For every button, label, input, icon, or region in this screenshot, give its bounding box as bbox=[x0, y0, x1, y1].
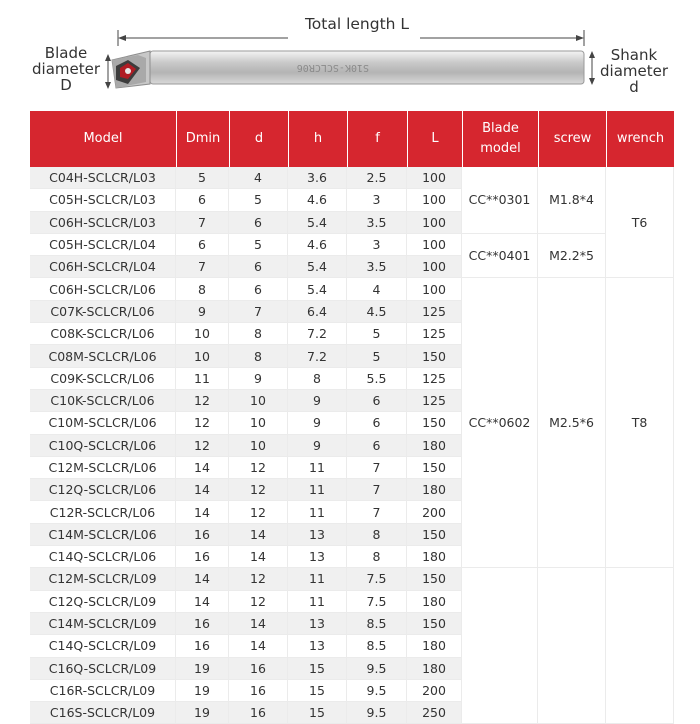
cell-f: 7 bbox=[347, 479, 407, 501]
cell-blade-group: CC**0301 bbox=[462, 167, 538, 234]
cell-dmin: 10 bbox=[176, 345, 229, 367]
cell-l: 250 bbox=[407, 702, 462, 724]
cell-dmin: 11 bbox=[176, 368, 229, 390]
cell-d: 7 bbox=[229, 301, 288, 323]
cell-f: 3 bbox=[347, 189, 407, 211]
cell-l: 100 bbox=[407, 234, 462, 256]
cell-model: C10K-SCLCR/L06 bbox=[30, 390, 176, 412]
cell-l: 100 bbox=[407, 189, 462, 211]
cell-h: 5.4 bbox=[288, 212, 347, 234]
cell-f: 9.5 bbox=[347, 658, 407, 680]
cell-blade-group: CC**0401 bbox=[462, 234, 538, 279]
cell-model: C12Q-SCLCR/L09 bbox=[30, 591, 176, 613]
total-length-label: Total length L bbox=[304, 15, 410, 33]
cell-dmin: 19 bbox=[176, 680, 229, 702]
cell-d: 10 bbox=[229, 435, 288, 457]
cell-l: 150 bbox=[407, 457, 462, 479]
cell-screw-group: M1.8*4 bbox=[538, 167, 606, 234]
col-header-blade-model: Blade model bbox=[462, 111, 538, 167]
cell-model: C05H-SCLCR/L04 bbox=[30, 234, 176, 256]
cell-dmin: 12 bbox=[176, 412, 229, 434]
cell-d: 6 bbox=[229, 212, 288, 234]
cell-dmin: 16 bbox=[176, 613, 229, 635]
cell-d: 12 bbox=[229, 457, 288, 479]
cell-h: 11 bbox=[288, 457, 347, 479]
cell-d: 12 bbox=[229, 501, 288, 523]
cell-dmin: 8 bbox=[176, 278, 229, 300]
cell-l: 180 bbox=[407, 591, 462, 613]
cell-l: 200 bbox=[407, 501, 462, 523]
cell-model: C12M-SCLCR/L06 bbox=[30, 457, 176, 479]
cell-f: 8.5 bbox=[347, 613, 407, 635]
col-header-d: d bbox=[229, 111, 288, 167]
cell-d: 14 bbox=[229, 524, 288, 546]
cell-d: 12 bbox=[229, 479, 288, 501]
table-row bbox=[30, 278, 674, 300]
col-header-screw: screw bbox=[538, 111, 606, 167]
cell-dmin: 14 bbox=[176, 457, 229, 479]
cell-f: 9.5 bbox=[347, 702, 407, 724]
col-header-l: L bbox=[407, 111, 462, 167]
cell-d: 4 bbox=[229, 167, 288, 189]
col-header-model: Model bbox=[30, 111, 176, 167]
cell-h: 15 bbox=[288, 680, 347, 702]
cell-h: 13 bbox=[288, 613, 347, 635]
cell-d: 5 bbox=[229, 234, 288, 256]
cell-l: 180 bbox=[407, 658, 462, 680]
cell-model: C06H-SCLCR/L04 bbox=[30, 256, 176, 278]
cell-dmin: 16 bbox=[176, 546, 229, 568]
cell-dmin: 19 bbox=[176, 658, 229, 680]
cell-dmin: 14 bbox=[176, 568, 229, 590]
cell-f: 8 bbox=[347, 546, 407, 568]
cell-model: C10Q-SCLCR/L06 bbox=[30, 435, 176, 457]
cell-l: 200 bbox=[407, 680, 462, 702]
cell-model: C06H-SCLCR/L06 bbox=[30, 278, 176, 300]
cell-dmin: 5 bbox=[176, 167, 229, 189]
cell-model: C06H-SCLCR/L03 bbox=[30, 212, 176, 234]
cell-d: 12 bbox=[229, 568, 288, 590]
col-header-h: h bbox=[288, 111, 347, 167]
cell-h: 13 bbox=[288, 524, 347, 546]
cell-f: 3 bbox=[347, 234, 407, 256]
cell-f: 7 bbox=[347, 457, 407, 479]
cell-dmin: 19 bbox=[176, 702, 229, 724]
cell-dmin: 6 bbox=[176, 189, 229, 211]
cell-model: C05H-SCLCR/L03 bbox=[30, 189, 176, 211]
spec-table bbox=[30, 111, 674, 724]
cell-model: C08K-SCLCR/L06 bbox=[30, 323, 176, 345]
cell-h: 13 bbox=[288, 635, 347, 657]
cell-dmin: 10 bbox=[176, 323, 229, 345]
cell-model: C12R-SCLCR/L06 bbox=[30, 501, 176, 523]
cell-d: 16 bbox=[229, 658, 288, 680]
cell-d: 6 bbox=[229, 256, 288, 278]
cell-f: 5.5 bbox=[347, 368, 407, 390]
cell-l: 125 bbox=[407, 323, 462, 345]
cell-h: 15 bbox=[288, 702, 347, 724]
cell-l: 180 bbox=[407, 479, 462, 501]
cell-h: 11 bbox=[288, 568, 347, 590]
cell-blade-group: CC**0602 bbox=[462, 278, 538, 568]
cell-l: 100 bbox=[407, 256, 462, 278]
cell-h: 4.6 bbox=[288, 189, 347, 211]
cell-h: 11 bbox=[288, 501, 347, 523]
cell-h: 15 bbox=[288, 658, 347, 680]
cell-model: C14Q-SCLCR/L06 bbox=[30, 546, 176, 568]
cell-model: C14Q-SCLCR/L09 bbox=[30, 635, 176, 657]
boring-bar bbox=[112, 51, 584, 88]
cell-f: 6 bbox=[347, 412, 407, 434]
cell-dmin: 16 bbox=[176, 524, 229, 546]
col-header-f: f bbox=[347, 111, 407, 167]
cell-h: 3.6 bbox=[288, 167, 347, 189]
cell-l: 125 bbox=[407, 390, 462, 412]
cell-dmin: 12 bbox=[176, 390, 229, 412]
cell-model: C09K-SCLCR/L06 bbox=[30, 368, 176, 390]
cell-dmin: 16 bbox=[176, 635, 229, 657]
cell-f: 5 bbox=[347, 323, 407, 345]
cell-f: 8.5 bbox=[347, 635, 407, 657]
table-body bbox=[30, 167, 674, 724]
cell-l: 100 bbox=[407, 278, 462, 300]
cell-dmin: 12 bbox=[176, 435, 229, 457]
cell-f: 4.5 bbox=[347, 301, 407, 323]
bar-engraving: S10K-SCLCR06 bbox=[296, 62, 369, 73]
cell-model: C16S-SCLCR/L09 bbox=[30, 702, 176, 724]
cell-wrench-group: T8 bbox=[606, 278, 674, 568]
cell-h: 5.4 bbox=[288, 256, 347, 278]
cell-d: 10 bbox=[229, 390, 288, 412]
cell-l: 100 bbox=[407, 212, 462, 234]
cell-d: 14 bbox=[229, 546, 288, 568]
cell-f: 9.5 bbox=[347, 680, 407, 702]
cell-d: 16 bbox=[229, 702, 288, 724]
cell-h: 5.4 bbox=[288, 278, 347, 300]
cell-wrench-group: T6 bbox=[606, 167, 674, 278]
cell-d: 8 bbox=[229, 345, 288, 367]
cell-blade-group bbox=[462, 568, 538, 724]
cell-d: 14 bbox=[229, 613, 288, 635]
cell-l: 150 bbox=[407, 524, 462, 546]
cell-l: 150 bbox=[407, 568, 462, 590]
cell-f: 8 bbox=[347, 524, 407, 546]
cell-l: 150 bbox=[407, 613, 462, 635]
cell-d: 10 bbox=[229, 412, 288, 434]
blade-diameter-label: Blade diameter D bbox=[32, 44, 100, 94]
cell-model: C12M-SCLCR/L09 bbox=[30, 568, 176, 590]
cell-screw-group: M2.5*6 bbox=[538, 278, 606, 568]
cell-model: C10M-SCLCR/L06 bbox=[30, 412, 176, 434]
cell-f: 7.5 bbox=[347, 591, 407, 613]
cell-l: 180 bbox=[407, 546, 462, 568]
cell-model: C08M-SCLCR/L06 bbox=[30, 345, 176, 367]
table-row bbox=[30, 167, 674, 189]
cell-model: C12Q-SCLCR/L06 bbox=[30, 479, 176, 501]
cell-d: 16 bbox=[229, 680, 288, 702]
cell-dmin: 6 bbox=[176, 234, 229, 256]
table-header-row bbox=[30, 111, 674, 167]
tool-diagram bbox=[0, 0, 700, 108]
cell-dmin: 14 bbox=[176, 591, 229, 613]
cell-model: C16Q-SCLCR/L09 bbox=[30, 658, 176, 680]
cell-h: 9 bbox=[288, 412, 347, 434]
cell-dmin: 14 bbox=[176, 479, 229, 501]
cell-f: 5 bbox=[347, 345, 407, 367]
shank-diameter-dimension bbox=[589, 51, 595, 85]
col-header-dmin: Dmin bbox=[176, 111, 229, 167]
cell-d: 5 bbox=[229, 189, 288, 211]
cell-f: 6 bbox=[347, 390, 407, 412]
cell-l: 100 bbox=[407, 167, 462, 189]
cell-l: 150 bbox=[407, 345, 462, 367]
cell-d: 6 bbox=[229, 278, 288, 300]
cell-d: 8 bbox=[229, 323, 288, 345]
cell-d: 9 bbox=[229, 368, 288, 390]
blade-diameter-dimension bbox=[105, 54, 111, 89]
cell-model: C14M-SCLCR/L09 bbox=[30, 613, 176, 635]
cell-h: 6.4 bbox=[288, 301, 347, 323]
cell-f: 3.5 bbox=[347, 256, 407, 278]
cell-h: 8 bbox=[288, 368, 347, 390]
cell-l: 125 bbox=[407, 368, 462, 390]
cell-f: 2.5 bbox=[347, 167, 407, 189]
cell-l: 180 bbox=[407, 635, 462, 657]
cell-d: 14 bbox=[229, 635, 288, 657]
cell-h: 7.2 bbox=[288, 345, 347, 367]
cell-h: 13 bbox=[288, 546, 347, 568]
cell-dmin: 14 bbox=[176, 501, 229, 523]
cell-h: 9 bbox=[288, 435, 347, 457]
shank-diameter-label: Shank diameter d bbox=[600, 46, 668, 96]
cell-f: 7 bbox=[347, 501, 407, 523]
cell-f: 7.5 bbox=[347, 568, 407, 590]
cell-wrench-group bbox=[606, 568, 674, 724]
cell-screw-group: M2.2*5 bbox=[538, 234, 606, 279]
cell-h: 7.2 bbox=[288, 323, 347, 345]
cell-h: 4.6 bbox=[288, 234, 347, 256]
col-header-wrench: wrench bbox=[606, 111, 674, 167]
cell-screw-group bbox=[538, 568, 606, 724]
table-row bbox=[30, 234, 674, 256]
cell-l: 150 bbox=[407, 412, 462, 434]
cell-model: C16R-SCLCR/L09 bbox=[30, 680, 176, 702]
cell-dmin: 7 bbox=[176, 256, 229, 278]
cell-model: C07K-SCLCR/L06 bbox=[30, 301, 176, 323]
cell-h: 9 bbox=[288, 390, 347, 412]
cell-f: 4 bbox=[347, 278, 407, 300]
table-row bbox=[30, 568, 674, 590]
cell-f: 6 bbox=[347, 435, 407, 457]
cell-dmin: 7 bbox=[176, 212, 229, 234]
cell-l: 180 bbox=[407, 435, 462, 457]
cell-l: 125 bbox=[407, 301, 462, 323]
cell-model: C14M-SCLCR/L06 bbox=[30, 524, 176, 546]
cell-dmin: 9 bbox=[176, 301, 229, 323]
cell-h: 11 bbox=[288, 479, 347, 501]
cell-h: 11 bbox=[288, 591, 347, 613]
cell-model: C04H-SCLCR/L03 bbox=[30, 167, 176, 189]
cell-f: 3.5 bbox=[347, 212, 407, 234]
cell-d: 12 bbox=[229, 591, 288, 613]
